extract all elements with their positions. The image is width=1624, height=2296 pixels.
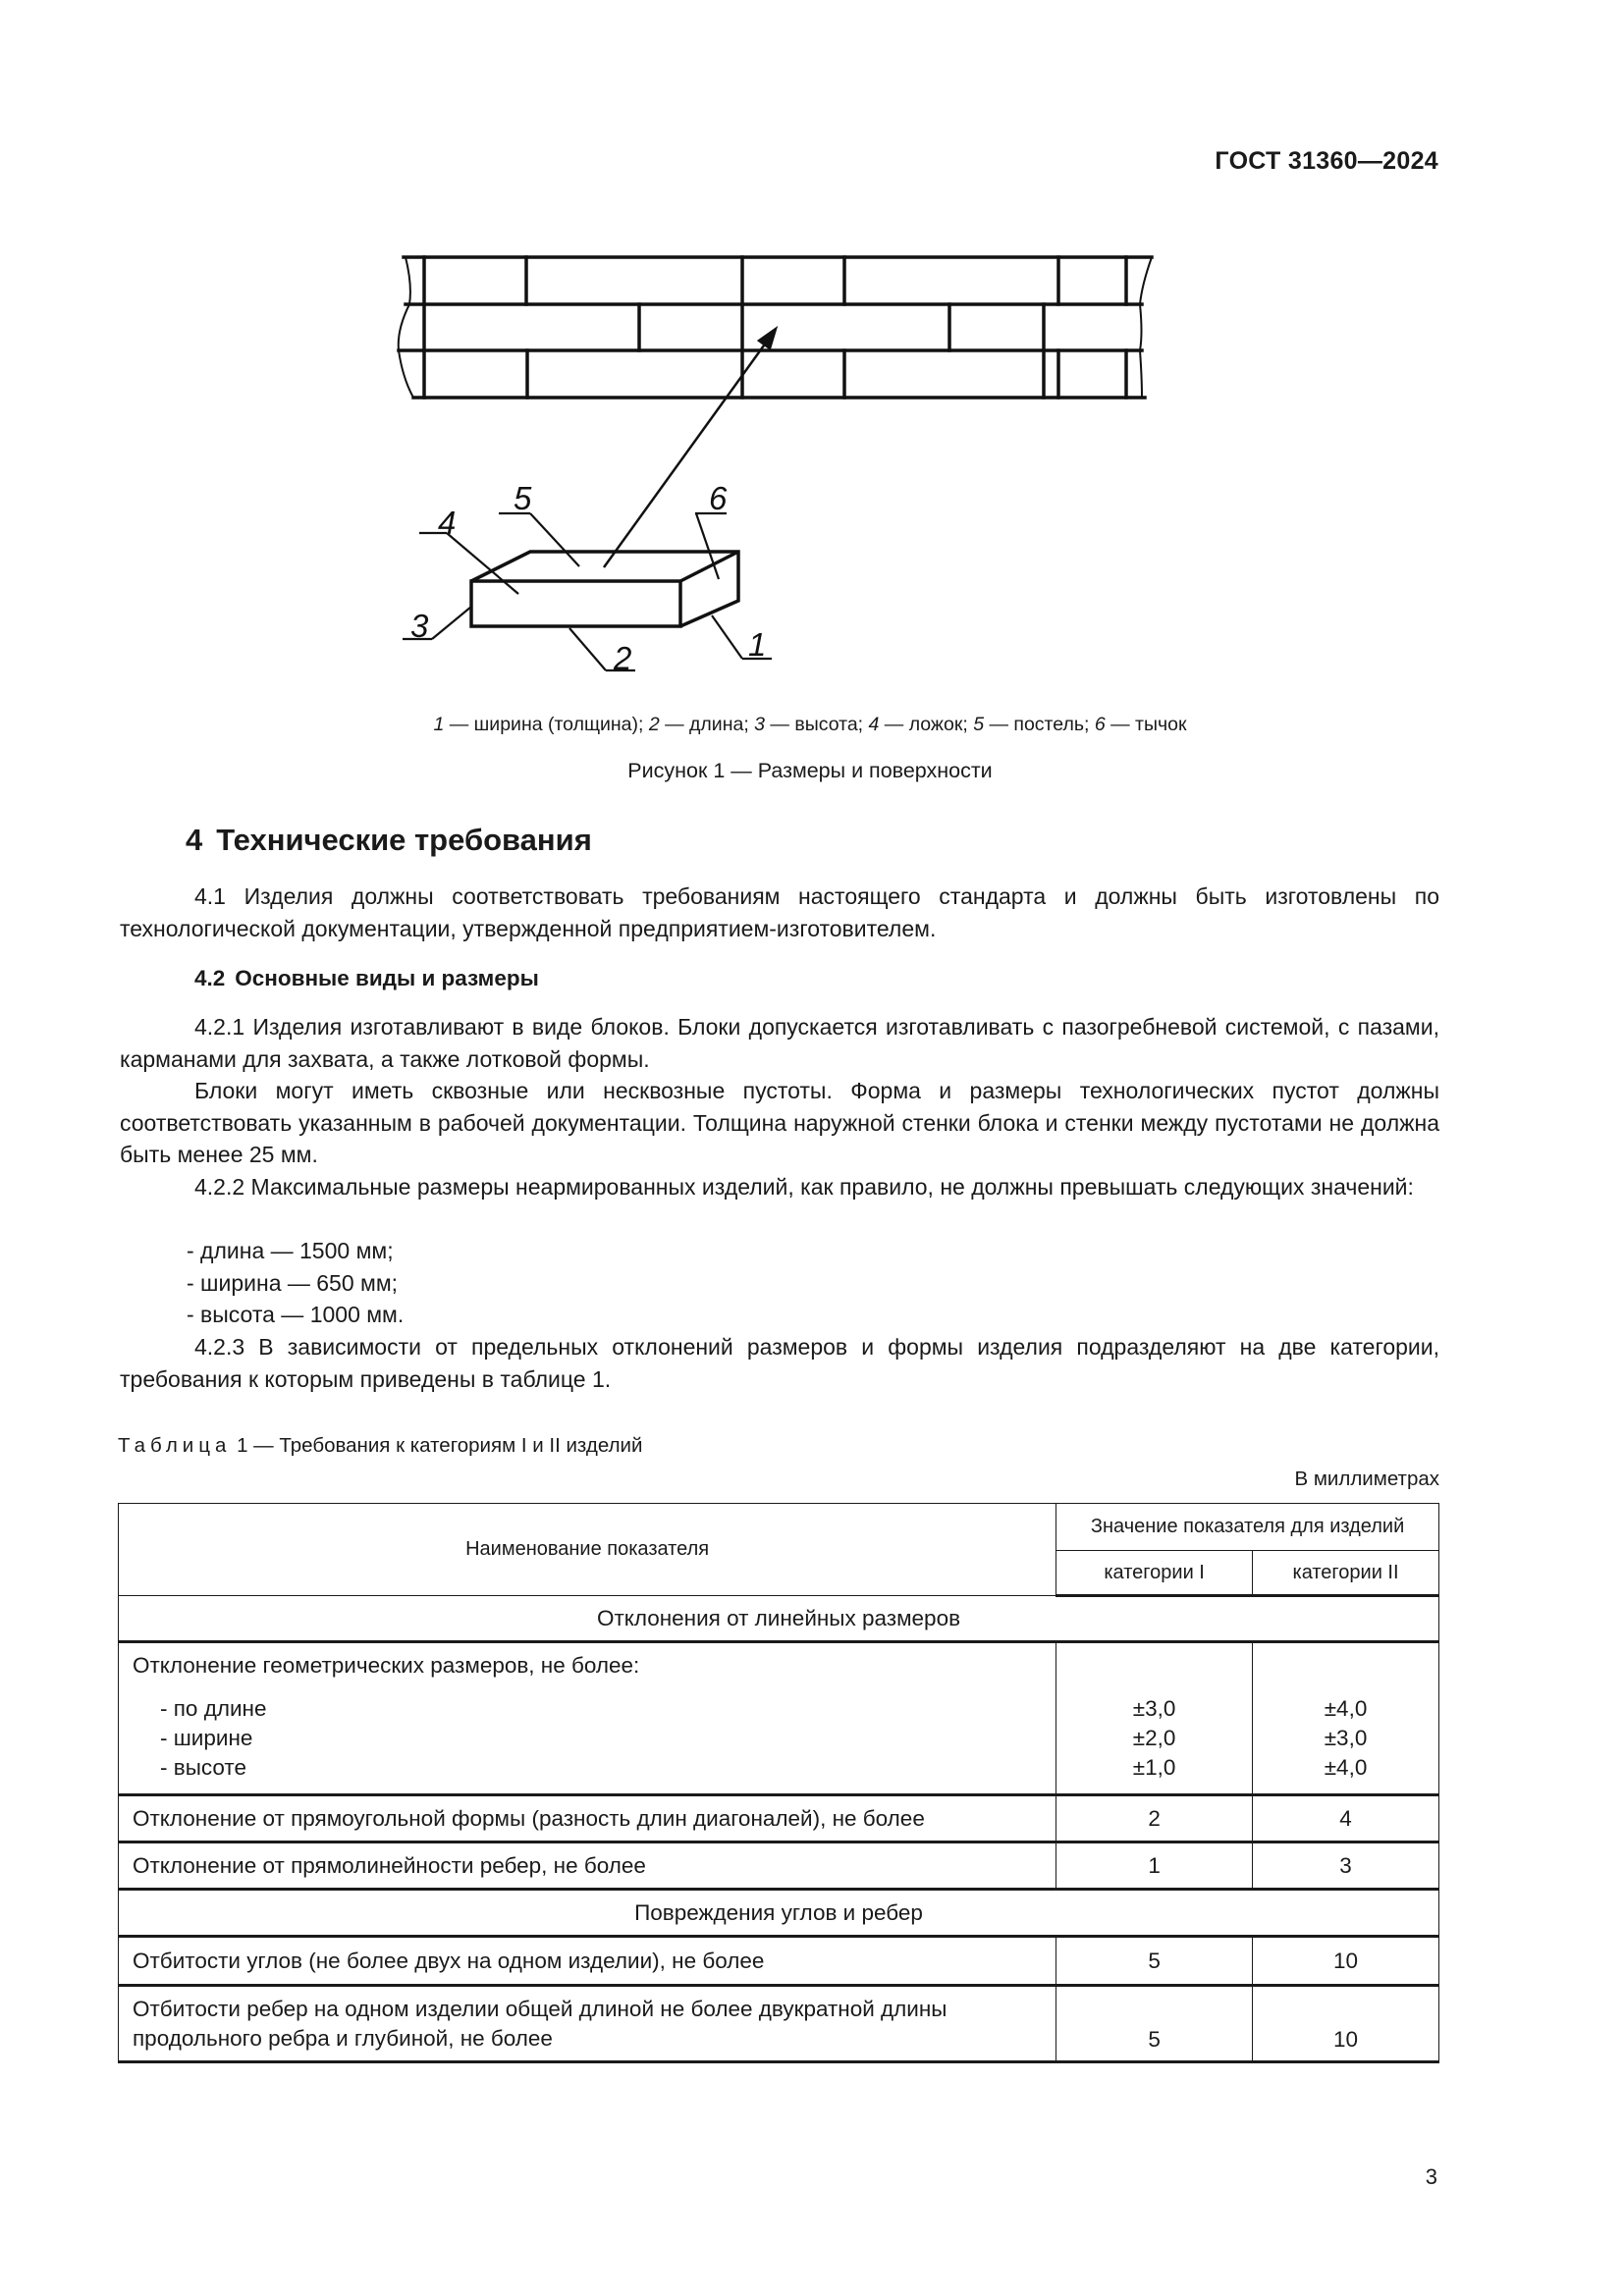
header-name: Наименование показателя — [119, 1504, 1056, 1596]
paragraph-4-1: 4.1 Изделия должны соответствовать требованиям настоящего стандарта и должны быть изготовлены по технологической документации, утвержденной предприятием-изготовителем. — [120, 883, 1439, 941]
row-geometric-cat2: ±4,0 ±3,0 ±4,0 — [1253, 1642, 1439, 1795]
list-item-height: - высота — 1000 мм. — [187, 1302, 405, 1327]
table-row: Отклонение от прямоугольной формы (разность длин диагоналей), не более 2 4 — [119, 1795, 1439, 1842]
figure-caption: Рисунок 1 — Размеры и поверхности — [627, 759, 993, 782]
row-geometric-name: Отклонение геометрических размеров, не более: - по длине - ширине - высоте — [119, 1642, 1056, 1795]
figure-label-5: 5 — [514, 480, 532, 516]
paragraph-4-2-1: 4.2.1 Изделия изготавливают в виде блоков. Блоки допускается изготавливать с пазогребневой системой, с пазами, карманами для захвата, а также лотковой формы. — [120, 1014, 1439, 1072]
table-row — [119, 1642, 1439, 1795]
figure-legend: 1 — ширина (толщина); 2 — длина; 3 — высота; 4 — ложок; 5 — постель; 6 — тычок — [433, 714, 1187, 735]
figure-label-1: 4 — [438, 505, 457, 541]
requirements-table — [118, 1503, 1439, 2063]
page-number: 3 — [1425, 2164, 1437, 2189]
paragraph-4-2-1-voids: Блоки могут иметь сквозные или несквозные пустоты. Форма и размеры технологических пустот должны соответствовать указанным в рабочей документации. Толщина наружной стенки блока и стенки между пустотами не должна быть менее 25 мм. — [120, 1078, 1439, 1167]
list-item-length: - длина — 1500 мм; — [187, 1238, 394, 1263]
figure-label-3: 3 — [410, 608, 429, 644]
subsection-heading: 4.2 Основные виды и размеры — [194, 966, 539, 990]
header-value-group: Значение показателя для изделий — [1056, 1504, 1439, 1551]
header-cat1: категории I — [1056, 1551, 1253, 1596]
table-units: В миллиметрах — [1294, 1468, 1439, 1490]
paragraph-4-2-2: 4.2.2 Максимальные размеры неармированных изделий, как правило, не должны превышать следующих значений: — [194, 1174, 1414, 1200]
document-code: ГОСТ 31360—2024 — [1215, 147, 1438, 175]
table-row: Отбитости ребер на одном изделии общей длиной не более двукратной длины продольного ребра и глубиной, не более 5 10 — [119, 1986, 1439, 2062]
list-item-width: - ширина — 650 мм; — [187, 1270, 399, 1296]
table-row: Отклонение от прямолинейности ребер, не более 1 3 — [119, 1842, 1439, 1890]
figure-label-2: 2 — [614, 640, 632, 676]
figure-masonry-diagram — [0, 0, 1624, 707]
table-row: Отбитости углов (не более двух на одном изделии), не более 5 10 — [119, 1937, 1439, 1986]
paragraph-4-2-3: 4.2.3 В зависимости от предельных отклонений размеров и формы изделия подразделяют на две категории, требования к которым приведены в таблице 1. — [120, 1334, 1439, 1392]
table-title: Таблица 1 — Требования к категориям I и II изделий — [118, 1434, 643, 1457]
row-geometric-cat1: ±3,0 ±2,0 ±1,0 — [1056, 1642, 1253, 1795]
figure-label-6: 6 — [709, 480, 728, 516]
figure-label-1b: 1 — [748, 626, 767, 663]
group-title-linear: Отклонения от линейных размеров — [119, 1596, 1439, 1642]
section-heading: 4 Технические требования — [186, 823, 592, 857]
header-cat2: категории II — [1253, 1551, 1439, 1596]
group-title-damage: Повреждения углов и ребер — [119, 1890, 1439, 1937]
